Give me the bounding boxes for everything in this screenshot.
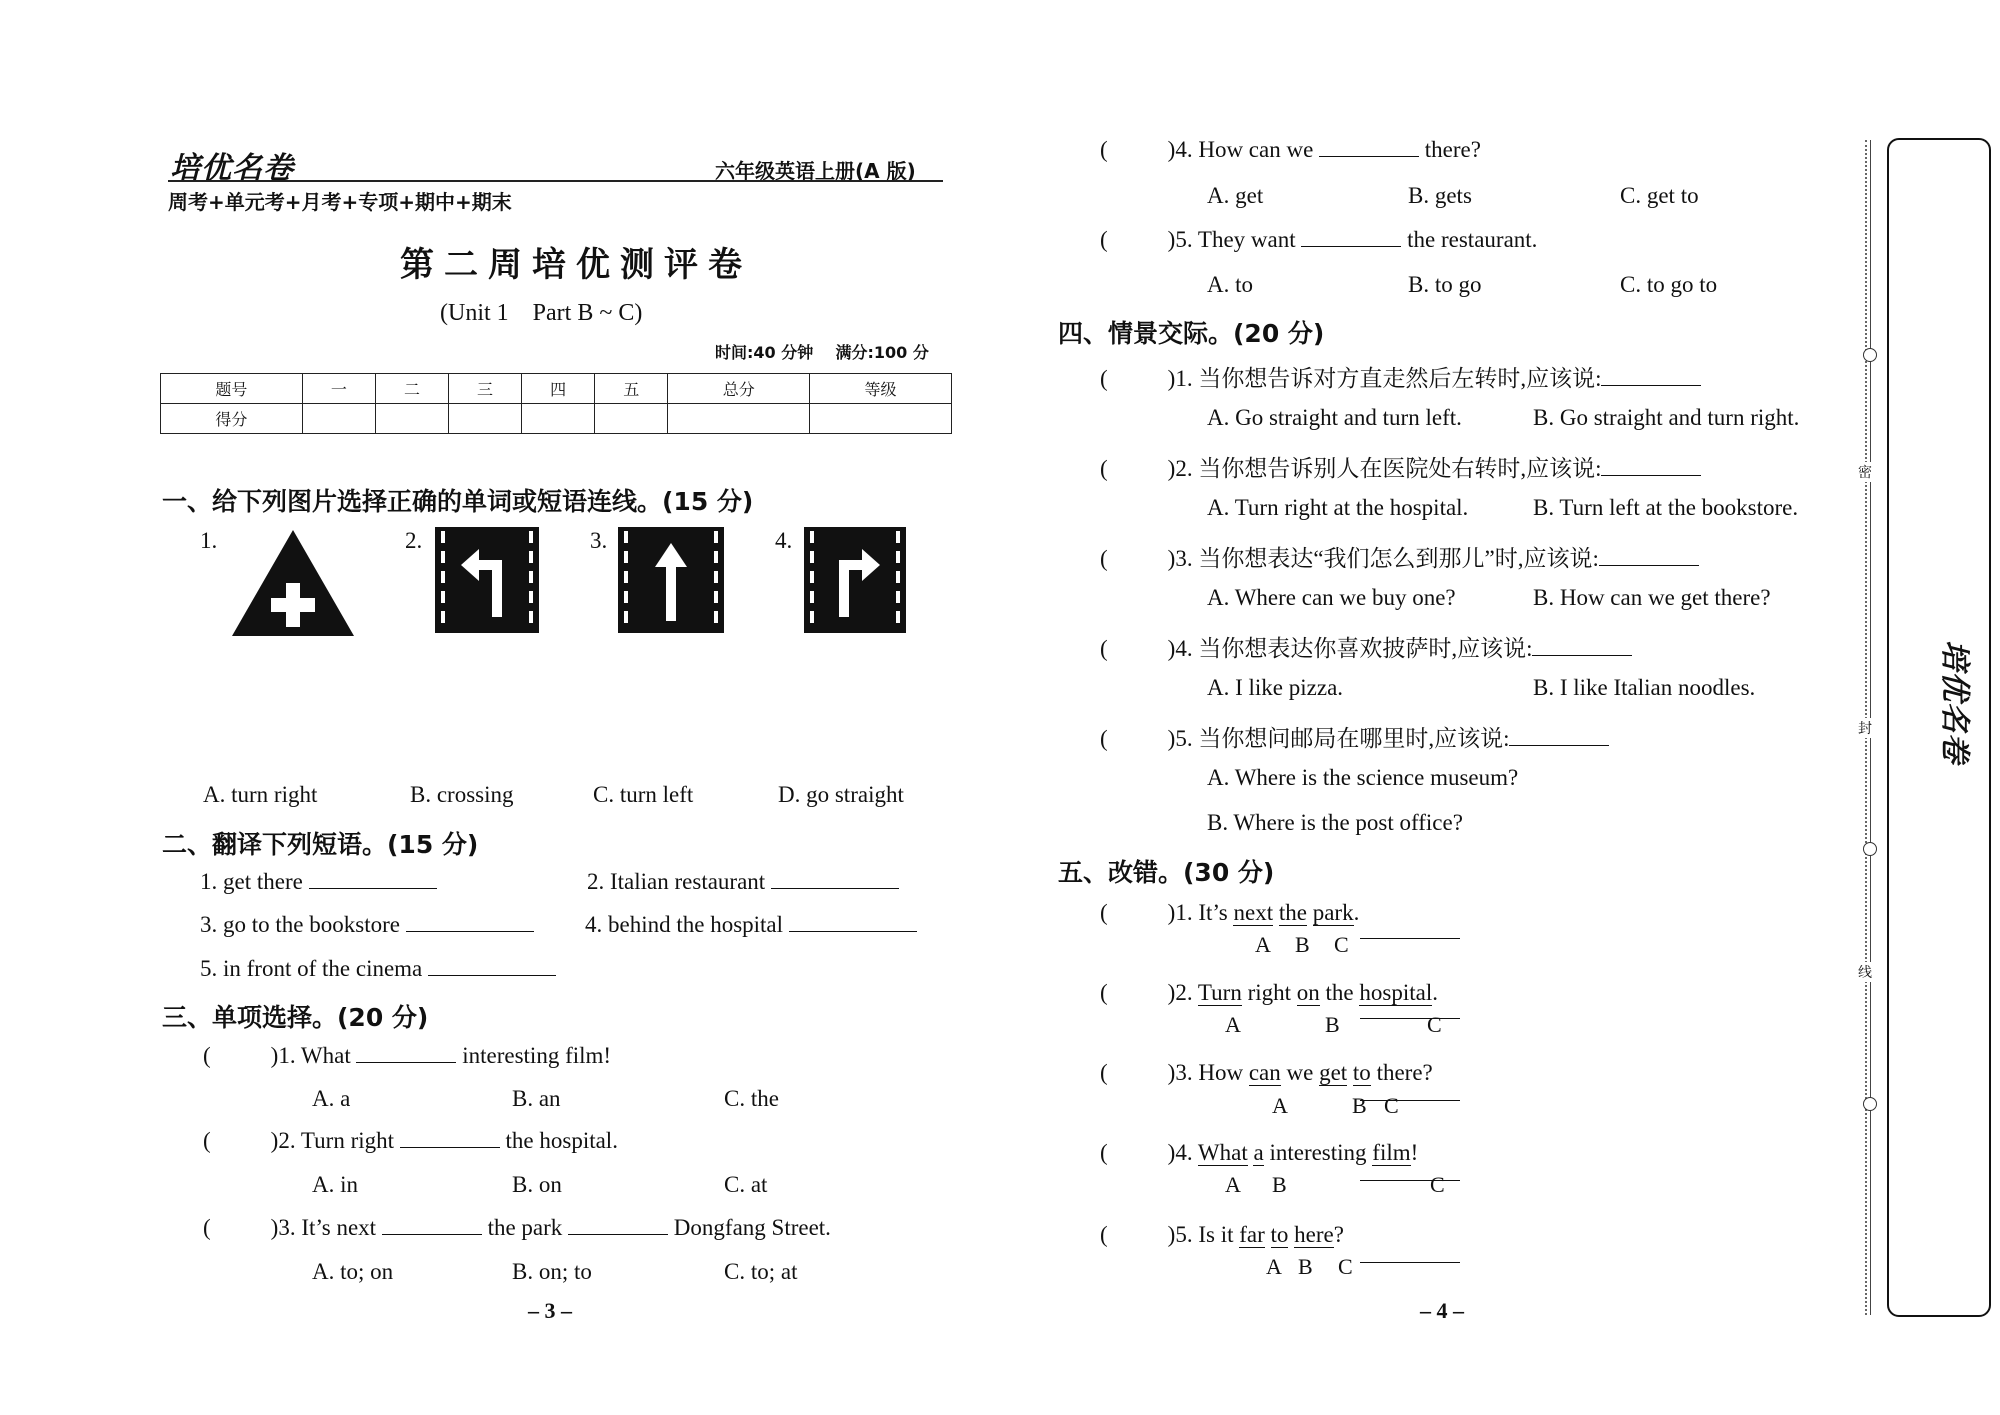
subtitle: (Unit 1 Part B ~ C) [440,300,643,326]
phrase: 4. behind the hospital [585,912,784,937]
letter-a: A [1225,1172,1241,1197]
correction-question-1: ( )1. It’s next the park. [1100,900,1360,925]
page-title: 第二周培优测评卷 [400,245,752,285]
dialog-question-3: ( )3. 当你想表达“我们怎么到那儿”时,应该说: [1100,540,1699,573]
dialog-question-4: ( )4. 当你想表达你喜欢披萨时,应该说: [1100,630,1632,663]
choice-option: C. at [724,1172,768,1197]
score-table-score-row [161,404,952,434]
score-input-cell[interactable] [375,404,448,434]
turn-left-sign-icon [435,527,539,638]
answer-blank[interactable] [428,975,556,976]
image-number: 4. [775,528,793,553]
letter-b: B [1272,1172,1287,1197]
answer-blank[interactable] [568,1234,668,1235]
go-straight-sign-icon [618,527,724,638]
underlined-word-c: here [1294,1222,1334,1247]
answer-blank[interactable] [771,888,899,889]
paren: ( [1100,227,1108,252]
score-cell: 得分 [161,404,303,434]
page-number-right: – 4 – [1420,1298,1464,1323]
underlined-word-a: far [1239,1222,1265,1247]
translate-item [585,912,917,938]
choice-option: A. to [1207,272,1253,297]
choice-option: B. to go [1408,272,1482,297]
correction-blank[interactable] [1360,1180,1460,1181]
score-cell: 五 [595,374,668,404]
book-title: 六年级英语上册(A 版) [715,159,916,183]
dialog-option: B. Where is the post office? [1207,810,1463,835]
choice-option: A. get [1207,183,1264,208]
correction-question-2: ( )2. Turn right on the hospital. [1100,980,1438,1005]
score-cell: 总分 [668,374,810,404]
binding-logo-text: 培优名卷 [1937,640,1972,764]
score-input-cell[interactable] [449,404,522,434]
dialog-option: B. Go straight and turn right. [1533,405,1800,430]
underlined-word-a: What [1197,1140,1248,1165]
phrase: 1. get there [200,869,303,894]
underlined-word-b: the [1278,900,1307,925]
choice-option: B. on [512,1172,562,1197]
option-turn-left: C. turn left [593,782,694,807]
underlined-word-b: get [1319,1060,1348,1085]
underlined-word-c: to [1352,1060,1371,1085]
dialog-option: A. Where is the science museum? [1207,765,1519,790]
choice-question-2: ( )2. Turn right the hospital. [203,1128,618,1153]
letter-c: C [1334,932,1349,957]
series-line: 周考+单元考+月考+专项+期中+期末 [168,190,512,214]
binding-circle [1863,842,1877,856]
letter-b: B [1352,1093,1367,1118]
letter-a: A [1272,1093,1288,1118]
translate-item [200,869,437,895]
choice-option: C. the [724,1086,779,1111]
image-number: 1. [200,528,218,553]
translate-item [200,956,556,982]
letter-c: C [1430,1172,1445,1197]
turn-right-sign-icon [804,527,906,638]
answer-blank[interactable] [1301,246,1401,247]
dialog-option: B. I like Italian noodles. [1533,675,1756,700]
score-input-cell[interactable] [810,404,952,434]
paren: ( [203,1215,211,1240]
letter-a: A [1225,1012,1241,1037]
correction-blank[interactable] [1360,1262,1460,1263]
dialog-option: B. Turn left at the bookstore. [1533,495,1799,520]
dialog-question-5: ( )5. 当你想问邮局在哪里时,应该说: [1100,720,1609,753]
letter-c: C [1338,1254,1353,1279]
crossing-sign-icon [230,528,356,643]
choice-option: B. an [512,1086,561,1111]
correction-question-4: ( )4. What a interesting film! [1100,1140,1419,1165]
letter-b: B [1298,1254,1313,1279]
letter-b: B [1295,932,1310,957]
binding-circle [1863,348,1877,362]
section2-heading: 二、翻译下列短语。(15 分) [162,830,479,859]
answer-blank[interactable] [1319,156,1419,157]
answer-blank[interactable] [1509,745,1609,746]
choice-option: C. to go to [1620,272,1718,297]
page-number-left: – 3 – [528,1298,572,1323]
score-input-cell[interactable] [668,404,810,434]
choice-option: B. on; to [512,1259,592,1284]
option-turn-right: A. turn right [203,782,318,807]
header-rule [168,180,943,182]
section5-heading: 五、改错。(30 分) [1058,858,1275,887]
choice-question-1: ( )1. What interesting film! [203,1043,612,1068]
score-cell: 四 [522,374,595,404]
paren: ( [1100,137,1108,162]
letter-c: C [1384,1093,1399,1118]
score-cell: 二 [375,374,448,404]
correction-blank[interactable] [1360,1100,1460,1101]
choice-option: A. a [312,1086,351,1111]
section3-heading: 三、单项选择。(20 分) [162,1003,429,1032]
underlined-word-c: hospital [1359,980,1433,1005]
dialog-option: A. Where can we buy one? [1207,585,1456,610]
option-crossing: B. crossing [410,782,514,807]
choice-option: C. get to [1620,183,1699,208]
seal-label: 密 [1858,462,1872,482]
letter-c: C [1427,1012,1442,1037]
answer-blank[interactable] [1601,385,1701,386]
score-input-cell[interactable] [522,404,595,434]
dialog-option: A. Turn right at the hospital. [1207,495,1469,520]
underlined-word-b: on [1296,980,1320,1005]
choice-option: A. in [312,1172,358,1197]
score-cell: 三 [449,374,522,404]
score-cell: 一 [302,374,375,404]
phrase: 5. in front of the cinema [200,956,423,981]
binding-circle [1863,1097,1877,1111]
answer-blank[interactable] [400,1147,500,1148]
underlined-word-a: Turn [1197,980,1242,1005]
seal-label: 封 [1858,718,1872,738]
correction-question-3: ( )3. How can we get to there? [1100,1060,1433,1085]
underlined-word-c: film [1372,1140,1411,1165]
dialog-option: A. Go straight and turn left. [1207,405,1462,430]
translate-item [587,869,899,895]
choice-question-4: ( )4. How can we there? [1100,137,1481,162]
option-go-straight: D. go straight [778,782,904,807]
section4-heading: 四、情景交际。(20 分) [1058,319,1325,348]
answer-blank[interactable] [1532,655,1632,656]
underlined-word-c: park [1312,900,1354,925]
binding-logo [1900,640,1980,820]
choice-option: B. gets [1408,183,1472,208]
choice-question-5: ( )5. They want the restaurant. [1100,227,1538,252]
dialog-question-2: ( )2. 当你想告诉别人在医院处右转时,应该说: [1100,450,1701,483]
score-table-header-row [161,374,952,404]
correction-blank[interactable] [1360,1018,1460,1019]
score-input-cell[interactable] [595,404,668,434]
image-number: 2. [405,528,423,553]
translate-item [200,912,534,938]
answer-blank[interactable] [382,1234,482,1235]
right-page [1000,0,2000,1415]
logo-text: 培优名卷 [170,151,294,186]
answer-blank[interactable] [406,931,534,932]
image-number: 3. [590,528,608,553]
paren: ( [203,1128,211,1153]
time-score: 时间:40 分钟 满分:100 分 [715,343,929,362]
letter-a: A [1266,1254,1282,1279]
choice-question-3: ( )3. It’s next the park Dongfang Street. [203,1215,831,1240]
answer-blank[interactable] [1599,565,1699,566]
phrase: 2. Italian restaurant [587,869,766,894]
seal-label: 线 [1858,962,1872,982]
dialog-option: A. I like pizza. [1207,675,1344,700]
letter-a: A [1255,932,1271,957]
score-input-cell[interactable] [302,404,375,434]
underlined-word-a: next [1233,900,1274,925]
underlined-word-b: to [1270,1222,1289,1247]
answer-blank[interactable] [309,888,437,889]
score-cell: 等级 [810,374,952,404]
phrase: 3. go to the bookstore [200,912,400,937]
score-table [160,373,952,434]
letter-b: B [1325,1012,1340,1037]
underlined-word-a: can [1248,1060,1281,1085]
answer-blank[interactable] [1601,475,1701,476]
dialog-question-1: ( )1. 当你想告诉对方直走然后左转时,应该说: [1100,360,1701,393]
dialog-option: B. How can we get there? [1533,585,1771,610]
score-cell: 题号 [161,374,303,404]
correction-question-5: ( )5. Is it far to here? [1100,1222,1344,1247]
choice-option: A. to; on [312,1259,394,1284]
underlined-word-b: a [1253,1140,1264,1165]
answer-blank[interactable] [356,1062,456,1063]
choice-option: C. to; at [724,1259,798,1284]
paren: ( [203,1043,211,1068]
correction-blank[interactable] [1360,938,1460,939]
section1-heading: 一、给下列图片选择正确的单词或短语连线。(15 分) [162,487,754,516]
answer-blank[interactable] [789,931,917,932]
